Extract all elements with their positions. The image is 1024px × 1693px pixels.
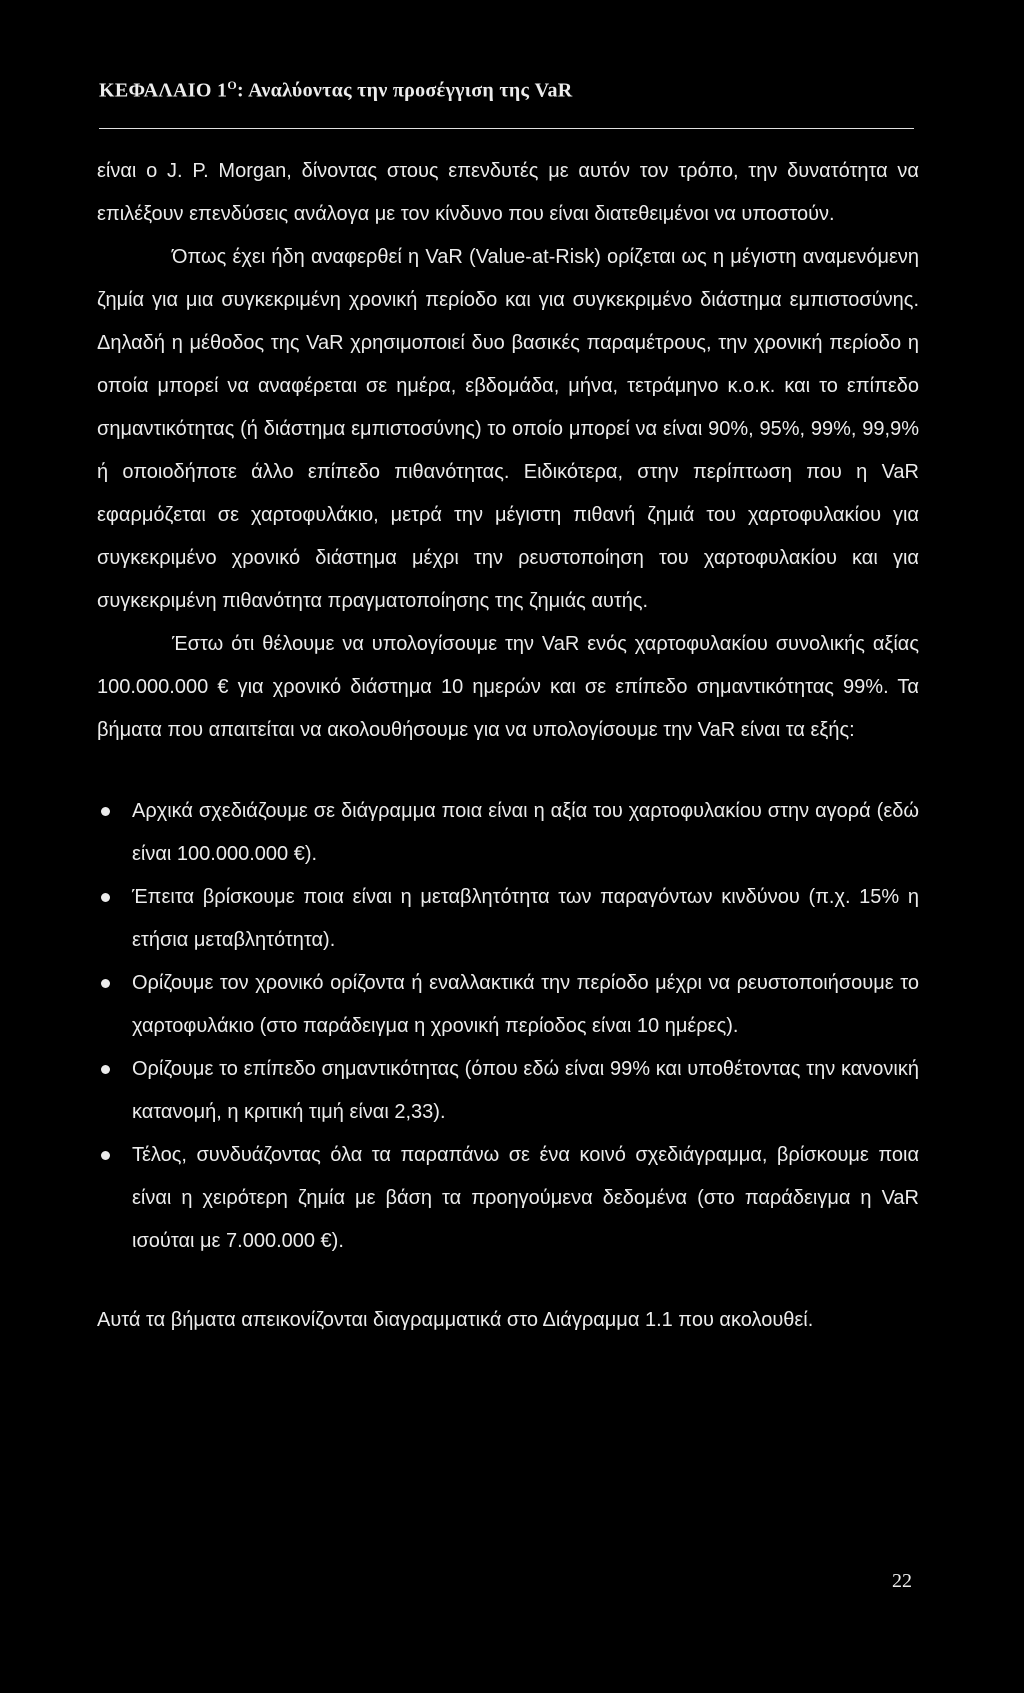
page-body	[97, 150, 919, 1342]
bullet-icon	[101, 1065, 110, 1074]
paragraph-closing: Αυτά τα βήματα απεικονίζονται διαγραμματικά στο Διάγραμμα 1.1 που ακολουθεί.	[97, 1309, 814, 1331]
list-item-text: Αρχικά σχεδιάζουμε σε διάγραμμα ποια είναι η αξία του χαρτοφυλακίου στην αγορά (εδώ είναι 100.000.000 €).	[132, 800, 919, 865]
chapter-header	[99, 78, 919, 103]
paragraph-example: Έστω ότι θέλουμε να υπολογίσουμε την VaR ενός χαρτοφυλακίου συνολικής αξίας 100.000.000 € για χρονικό διάστημα 10 ημερών και σε επίπεδο σημαντικότητας 99%. Τα βήματα που απαιτείται να ακολουθήσουμε για να υπολογίσουμε την VaR είναι τα εξής:	[97, 633, 919, 741]
paragraph-var-definition: Όπως έχει ήδη αναφερθεί η VaR (Value-at-Risk) ορίζεται ως η μέγιστη αναμενόμενη ζημία για μια συγκεκριμένη χρονική περίοδο και για συγκεκριμένο διάστημα εμπιστοσύνης. Δηλαδή η μέθοδος της VaR χρησιμοποιεί δυο βασικές παραμέτρους, την χρονική περίοδο η οποία μπορεί να αναφέρεται σε ημέρα, εβδομάδα, μήνα, τετράμηνο κ.ο.κ. και το επίπεδο σημαντικότητας (ή διάστημα εμπιστοσύνης) το οποίο μπορεί να είναι 90%, 95%, 99%, 99,9% ή οποιοδήποτε άλλο επίπεδο πιθανότητας. Ειδικότερα, στην περίπτωση που η VaR εφαρμόζεται σε χαρτοφυλάκιο, μετρά την μέγιστη πιθανή ζημιά του χαρτοφυλακίου για συγκεκριμένο χρονικό διάστημα μέχρι την ρευστοποίηση του χαρτοφυλακίου και για συγκεκριμένη πιθανότητα πραγματοποίησης της ζημιάς αυτής.	[97, 246, 919, 612]
bullet-icon	[101, 893, 110, 902]
steps-list	[97, 790, 919, 1263]
list-item	[97, 876, 919, 962]
bullet-icon	[101, 1151, 110, 1160]
list-item-text: Ορίζουμε το επίπεδο σημαντικότητας (όπου εδώ είναι 99% και υποθέτοντας την κανονική κατανομή, η κριτική τιμή είναι 2,33).	[132, 1058, 919, 1123]
page-number: 22	[892, 1570, 912, 1592]
paragraph-continuation: είναι ο J. P. Morgan, δίνοντας στους επενδυτές με αυτόν τον τρόπο, την δυνατότητα να επιλέξουν επενδύσεις ανάλογα με τον κίνδυνο που είναι διατεθειμένοι να υποστούν.	[97, 160, 919, 225]
list-item	[97, 790, 919, 876]
chapter-header-prefix: ΚΕΦΑΛΑΙΟ 1	[99, 79, 228, 102]
bullet-icon	[101, 979, 110, 988]
chapter-header-title: : Αναλύοντας την προσέγγιση της VaR	[236, 79, 573, 102]
chapter-header-sup: Ο	[227, 78, 237, 92]
list-item	[97, 962, 919, 1048]
list-item-text: Τέλος, συνδυάζοντας όλα τα παραπάνω σε ένα κοινό σχεδιάγραμμα, βρίσκουμε ποια είναι η χειρότερη ζημία με βάση τα προηγούμενα δεδομένα (στο παράδειγμα η VaR ισούται με 7.000.000 €).	[132, 1144, 919, 1252]
list-item-text: Ορίζουμε τον χρονικό ορίζοντα ή εναλλακτικά την περίοδο μέχρι να ρευστοποιήσουμε το χαρτοφυλάκιο (στο παράδειγμα η χρονική περίοδος είναι 10 ημέρες).	[132, 972, 919, 1037]
list-item-text: Έπειτα βρίσκουμε ποια είναι η μεταβλητότητα των παραγόντων κινδύνου (π.χ. 15% η ετήσια μεταβλητότητα).	[132, 886, 919, 951]
list-item	[97, 1048, 919, 1134]
bullet-icon	[101, 807, 110, 816]
header-rule	[99, 128, 914, 129]
list-item	[97, 1134, 919, 1263]
